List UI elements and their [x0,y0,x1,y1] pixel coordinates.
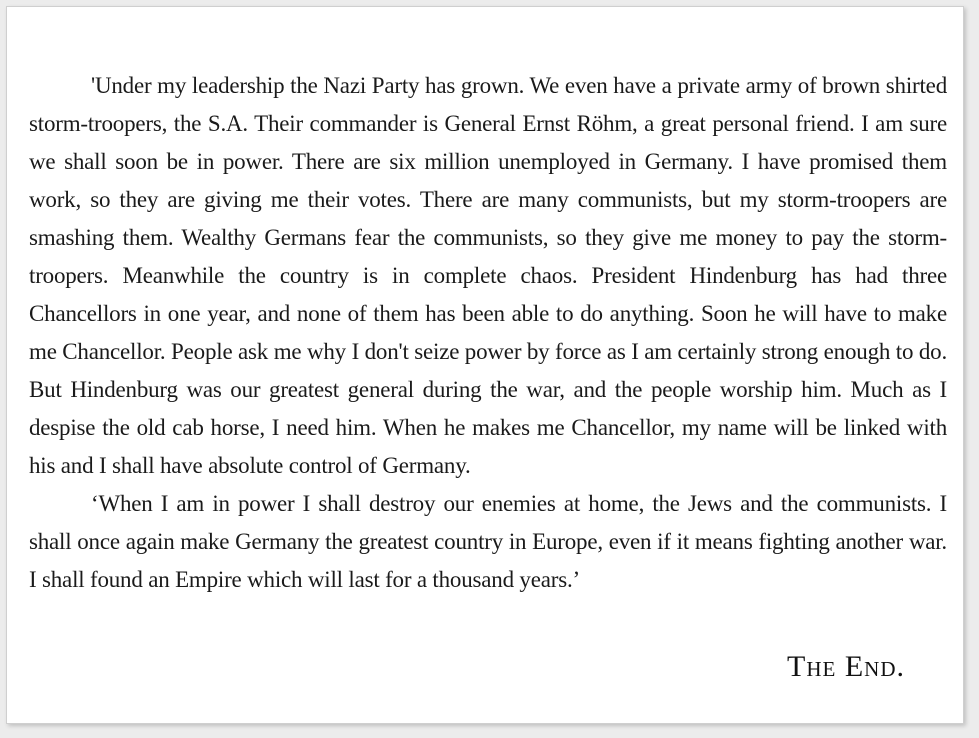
the-end-caption: The End. [787,650,905,683]
paragraph-2: ‘When I am in power I shall destroy our enemies at home, the Jews and the communists. I shall once again make Germany the greatest country in Europe, even if it means fighting another war. I shall found an Empire which will last for a thousand years.’ [29,491,947,592]
document-page [6,6,964,724]
paragraph-1: 'Under my leadership the Nazi Party has grown. We even have a private army of brown shirted storm-troopers, the S.A. Their commander is General Ernst Röhm, a great personal friend. I am sure we shall soon be in power. There are six million unemployed in Germany. I have promised them work, so they are giving me their votes. There are many communists, but my storm-troopers are smashing them. Wealthy Germans fear the communists, so they give me money to pay the storm-troopers. Meanwhile the country is in complete chaos. President Hindenburg has had three Chancellors in one year, and none of them has been able to do anything. Soon he will have to make me Chancellor. People ask me why I don't seize power by force as I am certainly strong enough to do. But Hindenburg was our greatest general during the war, and the people worship him. Much as I despise the old cab horse, I need him. When he makes me Chancellor, my name will be linked with his and I shall have absolute control of Germany. [29,73,947,478]
body-text [29,67,947,599]
